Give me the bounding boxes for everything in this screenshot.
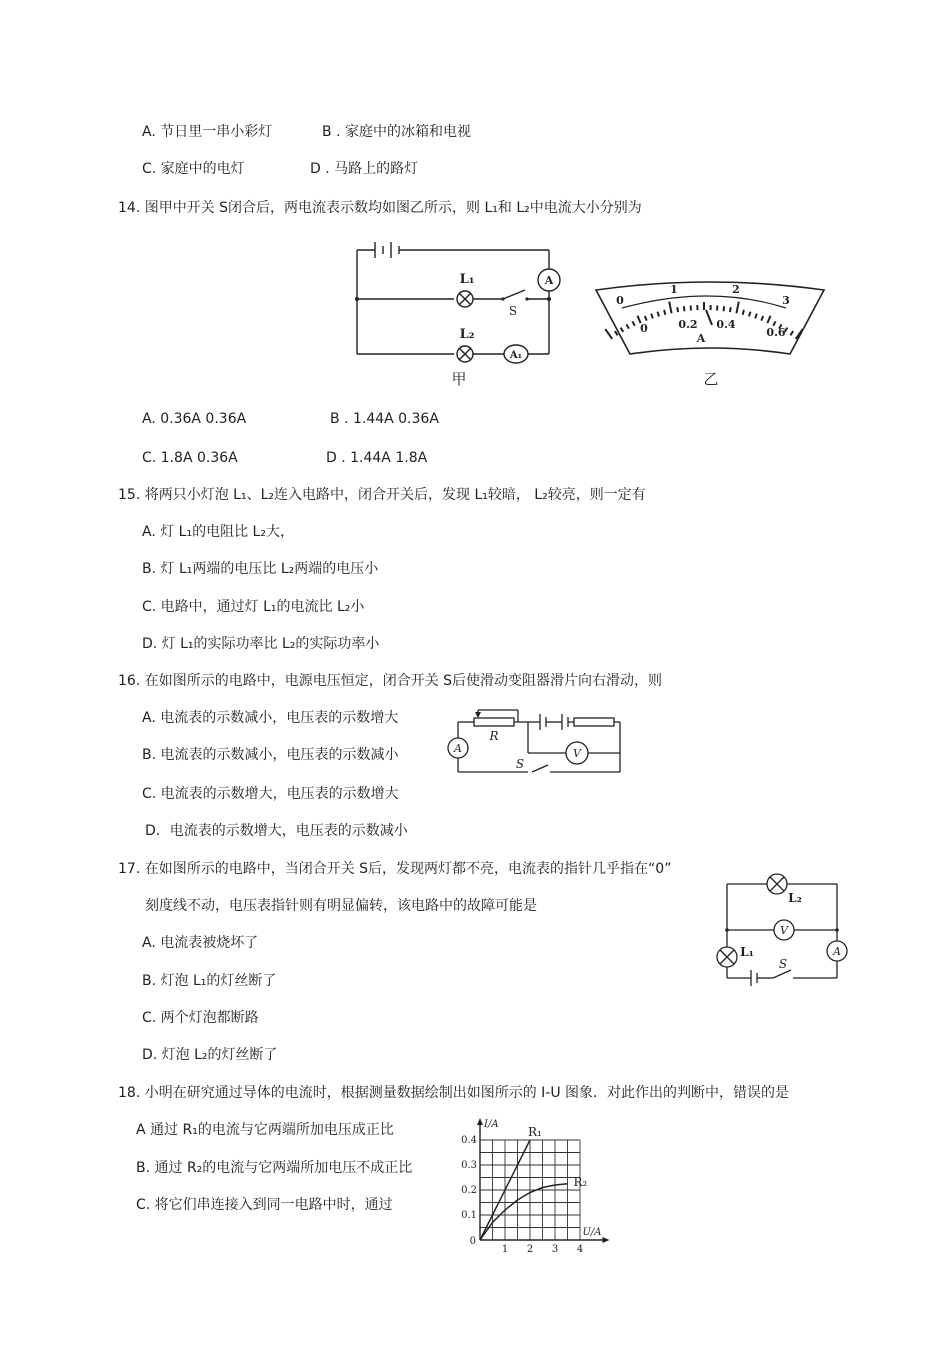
dial-top-tick-1: 1: [670, 283, 678, 296]
q18-option-c: C. 将它们串连接入到同一电路中时，通过: [136, 1197, 393, 1213]
voltmeter-label: V: [573, 747, 581, 760]
dial-bottom-tick-1: 0.2: [678, 318, 698, 331]
dial-tick-mark: [755, 314, 757, 319]
y-axis-arrow: [477, 1118, 483, 1125]
dial-top-tick-3: 3: [782, 294, 790, 307]
q17-option-c: C. 两个灯泡都断路: [142, 1010, 259, 1026]
y-tick-label: 0.2: [461, 1185, 477, 1196]
ammeter-a-label: A: [544, 274, 554, 287]
q17-option-b: B. 灯泡 L₁的灯丝断了: [142, 973, 277, 989]
q14-option-a: A. 0.36A 0.36A: [142, 411, 247, 427]
dial-tick-mark: [627, 324, 629, 328]
q15-option-c: C. 电路中，通过灯 L₁的电流比 L₂小: [142, 599, 365, 615]
q17-stem-line-1: 17. 在如图所示的电路中，当闭合开关 S后，发现两灯都不亮，电流表的指针几乎指在“0”: [118, 861, 672, 877]
q14-option-d: D . 1.44A 1.8A: [326, 450, 428, 466]
dial-unit-label: A: [696, 332, 706, 345]
dial-tick-mark: [724, 306, 725, 311]
q13-option-a: A. 节日里一串小彩灯: [142, 124, 273, 140]
x-tick-label: 1: [501, 1244, 509, 1255]
q16-option-a: A. 电流表的示数减小，电压表的示数增大: [142, 710, 399, 726]
q15-option-b: B. 灯 L₁两端的电压比 L₂两端的电压小: [142, 561, 379, 577]
q14-circuit-figure: [345, 232, 570, 392]
q18-option-b: B. 通过 R₂的电流与它两端所加电压不成正比: [136, 1160, 413, 1176]
dial-top-tick-0: 0: [616, 294, 624, 307]
y-tick-label: 0.4: [461, 1135, 477, 1146]
x-tick-label: 4: [576, 1244, 584, 1255]
q16-stem: 16. 在如图所示的电路中，电源电压恒定，闭合开关 S后使滑动变阻器滑片向右滑动，则: [118, 673, 663, 689]
q15-stem: 15. 将两只小灯泡 L₁、L₂连入电路中，闭合开关后，发现 L₁较暗， L₂较亮，则一定有: [118, 487, 646, 503]
q17-option-a: A. 电流表被烧坏了: [142, 935, 259, 951]
q18-option-a: A 通过 R₁的电流与它两端所加电压成正比: [136, 1122, 394, 1138]
dial-tick-mark: [677, 307, 678, 312]
q15-option-a: A. 灯 L₁的电阻比 L₂大，: [142, 524, 294, 540]
y-axis-label: I/A: [484, 1119, 499, 1130]
q14-option-b: B . 1.44A 0.36A: [330, 411, 439, 427]
dial-tick-mark: [736, 302, 738, 314]
dial-tick-mark: [730, 307, 731, 312]
switch-label: S: [515, 757, 525, 771]
q16-option-b: B. 电流表的示数减小，电压表的示数减小: [142, 747, 399, 763]
dial-tick-mark: [621, 328, 624, 332]
voltmeter-label: V: [780, 924, 788, 937]
l2-label: L₂: [459, 327, 475, 342]
series-2-line: [480, 1184, 568, 1240]
dial-tick-mark: [669, 302, 671, 314]
q13-option-b: B . 家庭中的冰箱和电视: [322, 124, 471, 140]
q16-option-c: C. 电流表的示数增大，电压表的示数增大: [142, 786, 399, 802]
series-1-label: R₁: [528, 1125, 542, 1139]
q18-stem: 18. 小明在研究通过导体的电流时，根据测量数据绘制出如图所示的 I-U 图象．对此作出的判断中，错误的是: [118, 1085, 790, 1101]
rheostat-label: R: [489, 729, 499, 743]
l2-label: L₂: [788, 891, 802, 905]
q17-circuit-figure: [715, 870, 850, 988]
x-tick-label: 3: [551, 1244, 559, 1255]
q16-circuit-figure: [440, 695, 630, 777]
dial-tick-mark: [749, 312, 750, 317]
q14-option-c: C. 1.8A 0.36A: [142, 450, 238, 466]
dial-tick-mark: [633, 321, 635, 326]
ammeter-label: A: [833, 945, 841, 958]
x-axis-label: U/A: [582, 1227, 602, 1238]
dial-bottom-tick-3: 0.6: [766, 326, 786, 339]
q15-option-d: D. 灯 L₁的实际功率比 L₂的实际功率小: [142, 636, 380, 652]
q18-iu-chart: [452, 1112, 612, 1257]
switch-label: S: [778, 957, 788, 971]
q14-stem: 14. 图甲中开关 S闭合后，两电流表示数均如图乙所示，则 L₁和 L₂中电流大小分别为: [118, 200, 642, 216]
dial-tick-mark: [664, 310, 665, 315]
origin-label: 0: [469, 1236, 476, 1247]
dial-tick-mark: [658, 312, 659, 317]
ammeter-label: A: [454, 742, 462, 755]
dial-tick-mark: [645, 316, 647, 321]
q13-option-c: C. 家庭中的电灯: [142, 161, 245, 177]
dial-tick-mark: [743, 310, 744, 315]
series-2-label: R₂: [573, 1174, 588, 1189]
x-axis-arrow: [603, 1237, 610, 1243]
q13-option-d: D . 马路上的路灯: [310, 161, 419, 177]
ammeter-a1-label: A₁: [509, 350, 523, 361]
q17-option-d: D. 灯泡 L₂的灯丝断了: [142, 1047, 278, 1063]
dial-tick-mark: [684, 306, 685, 311]
q14-ammeter-dial-figure: [590, 280, 830, 392]
dial-tick-mark: [615, 331, 618, 335]
q17-stem-line-2: 刻度线不动，电压表指针则有明显偏转，该电路中的故障可能是: [145, 898, 537, 914]
dial-bottom-tick-2: 0.4: [716, 318, 736, 331]
l1-label: L₁: [459, 272, 475, 287]
dial-tick-mark: [790, 331, 793, 335]
dial-bottom-tick-0: 0: [640, 322, 648, 335]
y-tick-label: 0.1: [461, 1210, 477, 1221]
switch-label: S: [508, 304, 518, 318]
dial-tick-mark: [767, 316, 770, 323]
y-tick-label: 0.3: [461, 1160, 477, 1171]
dial-tick-mark: [761, 316, 763, 321]
figure-jia-caption: 甲: [451, 370, 467, 388]
x-tick-label: 2: [526, 1244, 534, 1255]
dial-tick-mark: [651, 314, 653, 319]
figure-yi-caption: 乙: [703, 370, 719, 388]
q16-option-d: D．电流表的示数增大，电压表的示数减小: [145, 823, 408, 839]
dial-top-tick-2: 2: [732, 283, 740, 296]
dial-tick-mark: [605, 329, 612, 339]
l1-label: L₁: [740, 945, 754, 959]
